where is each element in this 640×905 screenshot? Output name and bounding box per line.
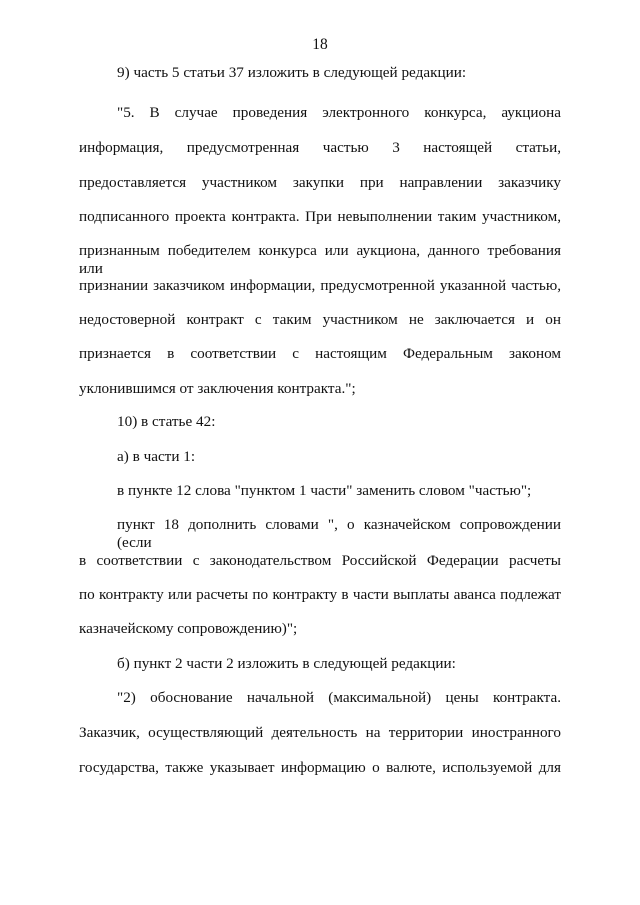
text-line: уклонившимся от заключения контракта."; [79,380,356,397]
text-line: в пункте 12 слова "пунктом 1 части" заменить словом "частью"; [117,482,532,499]
text-line: признанным победителем конкурса или аукциона, данного требования или [79,242,561,277]
text-line: "2) обоснование начальной (максимальной) цены контракта. [117,689,561,706]
page-number: 18 [312,36,328,53]
text-line: по контракту или расчеты по контракту в части выплаты аванса подлежат [79,586,561,603]
text-line: пункт 18 дополнить словами ", о казначейском сопровождении (если [117,516,561,551]
text-line: признании заказчиком информации, предусмотренной указанной частью, [79,277,561,294]
text-line: Заказчик, осуществляющий деятельность на территории иностранного [79,724,561,741]
text-line: а) в части 1: [117,448,196,465]
text-line: государства, также указывает информацию о валюте, используемой для [79,759,561,776]
text-line: 9) часть 5 статьи 37 изложить в следующей редакции: [117,64,467,81]
text-line: подписанного проекта контракта. При невыполнении таким участником, [79,208,561,225]
text-line: казначейскому сопровождению)"; [79,620,298,637]
text-line: в соответствии с законодательством Российской Федерации расчеты [79,552,561,569]
text-line: недостоверной контракт с таким участником не заключается и он [79,311,561,328]
text-line: б) пункт 2 части 2 изложить в следующей редакции: [117,655,456,672]
text-line: предоставляется участником закупки при направлении заказчику [79,174,561,191]
text-line: признается в соответствии с настоящим Федеральным законом [79,345,561,362]
text-line: "5. В случае проведения электронного конкурса, аукциона [117,104,561,121]
text-line: 10) в статье 42: [117,413,216,430]
text-line: информация, предусмотренная частью 3 настоящей статьи, [79,139,561,156]
